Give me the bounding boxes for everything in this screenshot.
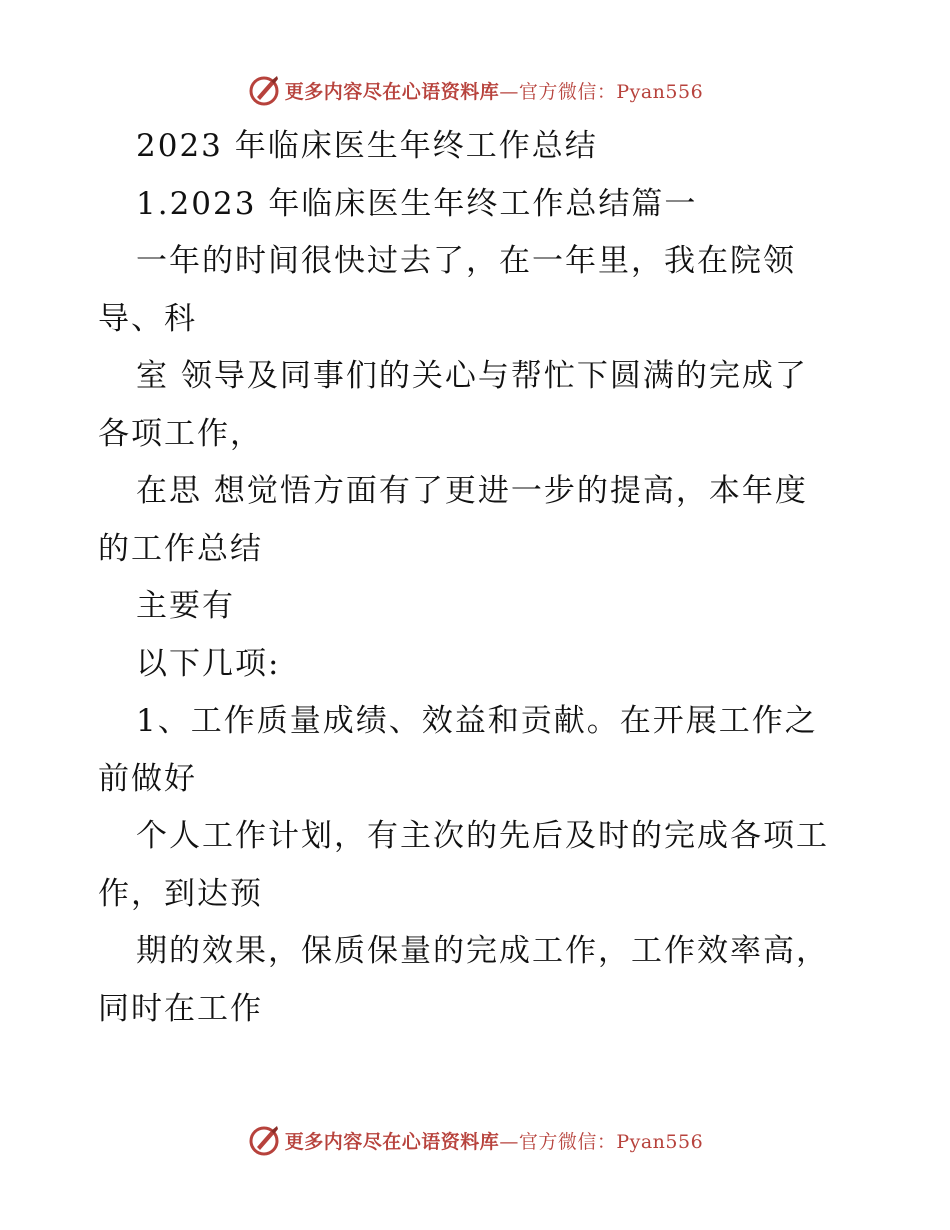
text-line: 期的效果，保质保量的完成工作，工作效率高， (136, 933, 829, 969)
text-line: 以下几项: (136, 645, 281, 682)
text-line: 主要有 (136, 588, 235, 624)
watermark-brand: 更多内容尽在心语资料库 (284, 80, 500, 103)
watermark-dash: — (499, 1130, 519, 1153)
text-line: 个人工作计划，有主次的先后及时的完成各项工 (136, 818, 829, 854)
document-body (98, 118, 858, 1038)
text-line: 室 领导及同事们的关心与帮忙下圆满的完成了 (136, 358, 808, 394)
text-line: 作，到达预 (98, 875, 263, 912)
watermark-text (285, 77, 703, 104)
watermark-brand: 更多内容尽在心语资料库 (284, 1130, 500, 1153)
watermark-footer (0, 1120, 950, 1160)
text-line: 导、科 (98, 300, 197, 337)
text-line: 1.2023 年临床医生年终工作总结篇一 (136, 185, 698, 222)
text-line: 在思 想觉悟方面有了更进一步的提高，本年度 (136, 473, 808, 509)
text-line: 2023 年临床医生年终工作总结 (136, 128, 598, 164)
text-line: 各项工作， (98, 415, 263, 452)
text-line: 前做好 (98, 760, 197, 797)
text-line: 的工作总结 (98, 530, 263, 567)
text-line: 一年的时间很快过去了，在一年里，我在院领 (136, 243, 796, 279)
watermark-text (285, 1127, 703, 1154)
watermark-contact-label: 官方微信： (518, 1130, 617, 1153)
watermark-contact-id: Pyan556 (616, 80, 704, 103)
brand-logo-icon (247, 1123, 281, 1157)
watermark-contact-id: Pyan556 (616, 1130, 704, 1153)
watermark-contact-label: 官方微信： (518, 80, 617, 103)
text-line: 同时在工作 (98, 990, 263, 1027)
watermark-dash: — (499, 80, 519, 103)
text-line: 1、工作质量成绩、效益和贡献。在开展工作之 (136, 703, 818, 739)
watermark-header (0, 70, 950, 110)
brand-logo-icon (247, 73, 281, 107)
